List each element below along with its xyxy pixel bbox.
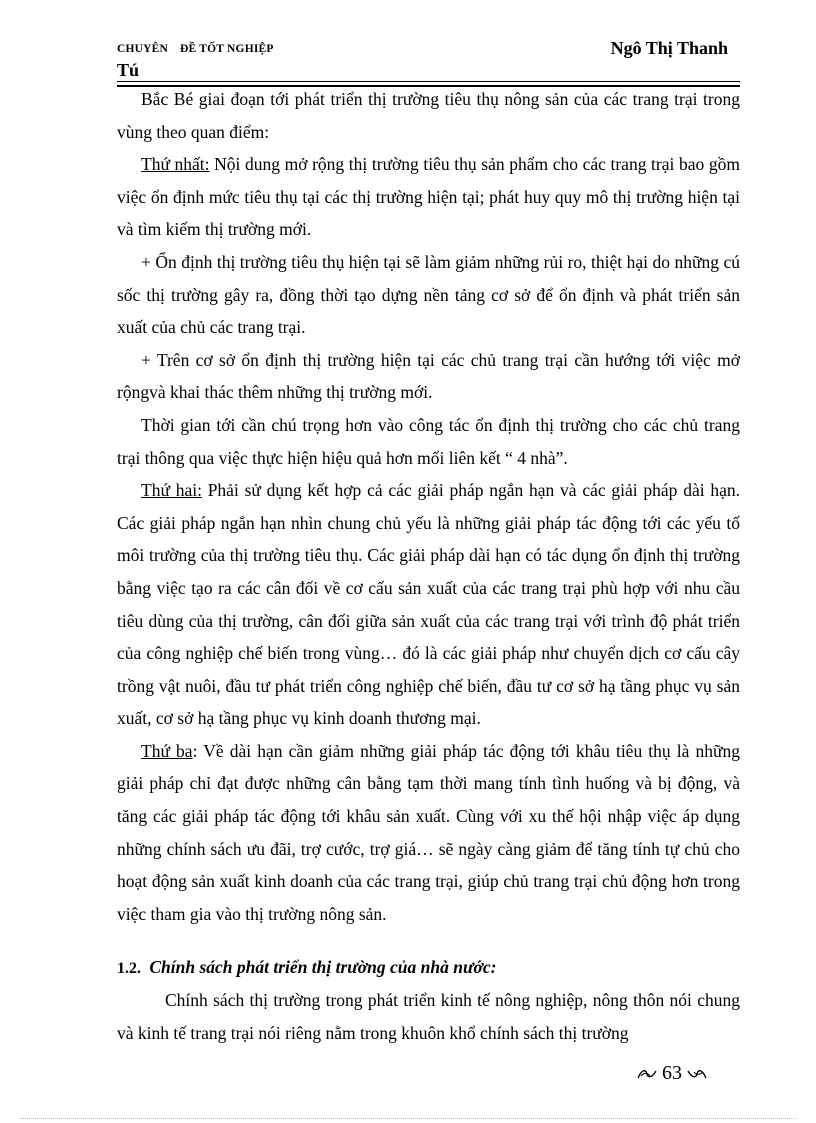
- header-author: Ngô Thị Thanh: [610, 38, 728, 58]
- paragraph-third: Thứ ba: Về dài hạn cần giảm những giải pháp tác động tới khâu tiêu thụ là những giải pháp chỉ đạt được những cân bằng tạm thời mang tính tình huống và bị động, và tăng các giải pháp tác động tới khâu sản xuất. Cùng với xu thế hội nhập việc áp dụng những chính sách ưu đãi, trợ cước, trợ giá… sẽ ngày càng giảm để tăng tính tự chủ cho hoạt động sản xuất kinh doanh của các trang trại, giúp chủ trang trại chủ động hơn trong việc tham gia vào thị trường nông sản.: [117, 740, 740, 924]
- flourish-right-icon: [686, 1067, 708, 1081]
- page-number: 63: [662, 1062, 682, 1084]
- paragraph-time: Thời gian tới cần chú trọng hơn vào công tác ổn định thị trường cho các chủ trang trại thông qua việc thực hiện hiệu quả hơn mối liên kết “ 4 nhà”.: [117, 414, 740, 468]
- page-bottom-border: [20, 1118, 796, 1119]
- paragraph-intro: Bắc Bé giai đoạn tới phát triển thị trường tiêu thụ nông sản của các trang trại trong vùng theo quan điểm:: [117, 89, 740, 142]
- header-left-part2: ĐỀ TỐT NGHIỆP: [180, 43, 274, 55]
- flourish-left-icon: [636, 1067, 658, 1081]
- lead-second: Thứ hai:: [141, 480, 202, 501]
- header-left-part1: CHUYÊN: [117, 43, 169, 55]
- paragraph-stabilize: + Ổn định thị trường tiêu thụ hiện tại sẽ làm giảm những rủi ro, thiệt hại do những cú sốc thị trường gây ra, đồng thời tạo dựng nền tảng cơ sở để ổn định và phát triển sản xuất của chủ các trang trại.: [117, 251, 740, 338]
- section-number: 1.2.: [117, 960, 141, 977]
- paragraph-policy: Chính sách thị trường trong phát triển kinh tế nông nghiệp, nông thôn nói chung và kinh tế trang trại nói riêng nằm trong khuôn khổ chính sách thị trường: [117, 990, 740, 1043]
- header-rule-thin: [117, 81, 740, 82]
- header-author-wrap: Tú: [117, 60, 140, 80]
- section-title: Chính sách phát triển thị trường của nhà nước:: [149, 957, 497, 977]
- page-footer: [636, 1062, 708, 1085]
- paragraph-first: Thứ nhất: Nội dung mở rộng thị trường tiêu thụ sản phẩm cho các trang trại bao gồm việc ổn định mức tiêu thụ tại các thị trường hiện tại; phát huy quy mô thị trường hiện tại và tìm kiếm thị trường mới.: [117, 154, 740, 240]
- header-document-type: [117, 43, 274, 55]
- paragraph-expand: + Trên cơ sở ổn định thị trường hiện tại các chủ trang trại cần hướng tới việc mở rộngvà khai thác thêm những thị trường mới.: [117, 349, 740, 403]
- body-text: [117, 83, 740, 930]
- lead-third: Thứ ba: [141, 740, 193, 761]
- lead-first: Thứ nhất:: [141, 154, 210, 175]
- paragraph-second: Thứ hai: Phải sử dụng kết hợp cả các giải pháp ngắn hạn và các giải pháp dài hạn. Các giải pháp ngắn hạn nhìn chung chủ yếu là những giải pháp tác động tới các yếu tố môi trường của thị trường tiêu thụ. Các giải pháp dài hạn có tác dụng ổn định thị trường bằng việc tạo ra các cân đối về cơ cấu sản xuất của các trang trại phù hợp với nhu cầu tiêu dùng của thị trường, cân đối giữa sản xuất của các trang trại với trình độ phát triển của công nghiệp chế biến trong vùng… đó là các giải pháp như chuyển dịch cơ cấu cây trồng vật nuôi, đầu tư phát triển công nghiệp chế biến, đầu tư cơ sở hạ tầng phục vụ sản xuất, cơ sở hạ tầng phục vụ kinh doanh thương mại.: [117, 480, 740, 729]
- section-body: [117, 984, 740, 1049]
- section-heading: [117, 951, 740, 985]
